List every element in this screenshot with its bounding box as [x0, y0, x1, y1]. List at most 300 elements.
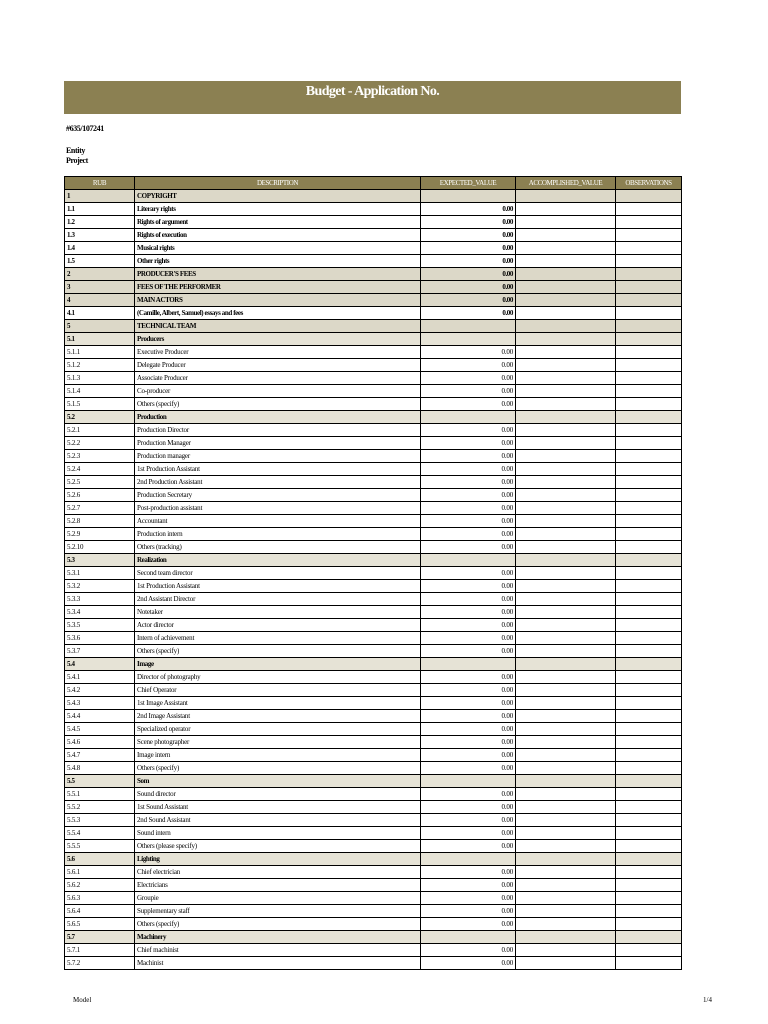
observations-cell — [616, 905, 682, 918]
description-cell: Production Manager — [135, 437, 421, 450]
accomplished-value-cell — [516, 424, 616, 437]
description-cell: Literary rights — [135, 203, 421, 216]
table-row — [65, 528, 682, 541]
rub-cell: 5.6.3 — [65, 892, 135, 905]
table-row — [65, 190, 682, 203]
accomplished-value-cell — [516, 957, 616, 970]
expected-value-cell: 0.00 — [421, 385, 516, 398]
accomplished-value-cell — [516, 359, 616, 372]
accomplished-value-cell — [516, 216, 616, 229]
table-row — [65, 489, 682, 502]
expected-value-cell: 0.00 — [421, 398, 516, 411]
table-body — [65, 190, 682, 970]
rub-cell: 5.6.5 — [65, 918, 135, 931]
expected-value-cell: 0.00 — [421, 710, 516, 723]
accomplished-value-cell — [516, 385, 616, 398]
description-cell: Co-producer — [135, 385, 421, 398]
expected-value-cell: 0.00 — [421, 528, 516, 541]
rub-cell: 5.4.3 — [65, 697, 135, 710]
table-row — [65, 398, 682, 411]
observations-cell — [616, 957, 682, 970]
observations-cell — [616, 502, 682, 515]
accomplished-value-cell — [516, 671, 616, 684]
expected-value-cell: 0.00 — [421, 944, 516, 957]
observations-cell — [616, 827, 682, 840]
description-cell: Groupie — [135, 892, 421, 905]
description-cell: Others (specify) — [135, 918, 421, 931]
observations-cell — [616, 658, 682, 671]
rub-cell: 5.6.2 — [65, 879, 135, 892]
expected-value-cell: 0.00 — [421, 723, 516, 736]
expected-value-cell: 0.00 — [421, 905, 516, 918]
rub-cell: 5.1.1 — [65, 346, 135, 359]
description-cell: Som — [135, 775, 421, 788]
rub-cell: 5.1.4 — [65, 385, 135, 398]
table-row — [65, 359, 682, 372]
accomplished-value-cell — [516, 554, 616, 567]
observations-cell — [616, 645, 682, 658]
expected-value-cell: 0.00 — [421, 450, 516, 463]
rub-cell: 5.1.2 — [65, 359, 135, 372]
application-id: #635/107241 — [66, 124, 104, 133]
description-cell: Delegate Producer — [135, 359, 421, 372]
rub-cell: 5.4.1 — [65, 671, 135, 684]
table-row — [65, 333, 682, 346]
expected-value-cell — [421, 853, 516, 866]
table-row — [65, 619, 682, 632]
description-cell: Sound intern — [135, 827, 421, 840]
description-cell: Musical rights — [135, 242, 421, 255]
expected-value-cell: 0.00 — [421, 268, 516, 281]
description-cell: Others (please specify) — [135, 840, 421, 853]
table-row — [65, 580, 682, 593]
accomplished-value-cell — [516, 814, 616, 827]
observations-cell — [616, 684, 682, 697]
observations-cell — [616, 892, 682, 905]
rub-cell: 1.2 — [65, 216, 135, 229]
expected-value-cell — [421, 333, 516, 346]
observations-cell — [616, 463, 682, 476]
table-row — [65, 671, 682, 684]
project-label: Project — [66, 156, 88, 165]
observations-cell — [616, 333, 682, 346]
accomplished-value-cell — [516, 515, 616, 528]
rub-cell: 5.4.2 — [65, 684, 135, 697]
table-row — [65, 827, 682, 840]
column-header-rub: RUB — [65, 177, 135, 190]
observations-cell — [616, 424, 682, 437]
observations-cell — [616, 203, 682, 216]
observations-cell — [616, 385, 682, 398]
rub-cell: 5.2 — [65, 411, 135, 424]
rub-cell: 1 — [65, 190, 135, 203]
description-cell: Sound director — [135, 788, 421, 801]
table-row — [65, 775, 682, 788]
observations-cell — [616, 710, 682, 723]
rub-cell: 5.7 — [65, 931, 135, 944]
accomplished-value-cell — [516, 697, 616, 710]
table-row — [65, 840, 682, 853]
description-cell: Accountant — [135, 515, 421, 528]
rub-cell: 5.4 — [65, 658, 135, 671]
table-row — [65, 788, 682, 801]
table-row — [65, 554, 682, 567]
observations-cell — [616, 229, 682, 242]
table-row — [65, 229, 682, 242]
observations-cell — [616, 359, 682, 372]
description-cell: Realization — [135, 554, 421, 567]
accomplished-value-cell — [516, 346, 616, 359]
accomplished-value-cell — [516, 398, 616, 411]
rub-cell: 5.1 — [65, 333, 135, 346]
expected-value-cell — [421, 190, 516, 203]
rub-cell: 5.2.10 — [65, 541, 135, 554]
accomplished-value-cell — [516, 476, 616, 489]
description-cell: Production Secretary — [135, 489, 421, 502]
accomplished-value-cell — [516, 203, 616, 216]
table-row — [65, 606, 682, 619]
rub-cell: 5.5.3 — [65, 814, 135, 827]
accomplished-value-cell — [516, 528, 616, 541]
table-row — [65, 463, 682, 476]
accomplished-value-cell — [516, 242, 616, 255]
observations-cell — [616, 580, 682, 593]
table-row — [65, 892, 682, 905]
description-cell: Image intern — [135, 749, 421, 762]
observations-cell — [616, 567, 682, 580]
description-cell: 2nd Production Assistant — [135, 476, 421, 489]
table-row — [65, 411, 682, 424]
observations-cell — [616, 931, 682, 944]
rub-cell: 5.1.5 — [65, 398, 135, 411]
expected-value-cell: 0.00 — [421, 437, 516, 450]
column-header-accomplished-value: ACCOMPLISHED_VALUE — [516, 177, 616, 190]
observations-cell — [616, 762, 682, 775]
table-row — [65, 515, 682, 528]
rub-cell: 5.4.7 — [65, 749, 135, 762]
table-row — [65, 281, 682, 294]
table-row — [65, 853, 682, 866]
observations-cell — [616, 814, 682, 827]
rub-cell: 2 — [65, 268, 135, 281]
expected-value-cell — [421, 320, 516, 333]
observations-cell — [616, 866, 682, 879]
observations-cell — [616, 697, 682, 710]
description-cell: Director of photography — [135, 671, 421, 684]
table-header-row — [65, 177, 682, 190]
accomplished-value-cell — [516, 775, 616, 788]
expected-value-cell: 0.00 — [421, 580, 516, 593]
expected-value-cell: 0.00 — [421, 281, 516, 294]
expected-value-cell: 0.00 — [421, 632, 516, 645]
table-row — [65, 450, 682, 463]
description-cell: Lighting — [135, 853, 421, 866]
expected-value-cell: 0.00 — [421, 697, 516, 710]
expected-value-cell: 0.00 — [421, 684, 516, 697]
rub-cell: 5.4.4 — [65, 710, 135, 723]
accomplished-value-cell — [516, 892, 616, 905]
observations-cell — [616, 853, 682, 866]
observations-cell — [616, 632, 682, 645]
expected-value-cell — [421, 931, 516, 944]
rub-cell: 5.2.5 — [65, 476, 135, 489]
footer-page-number: 1/4 — [703, 996, 712, 1004]
accomplished-value-cell — [516, 931, 616, 944]
description-cell: 2nd Assistant Director — [135, 593, 421, 606]
observations-cell — [616, 671, 682, 684]
expected-value-cell: 0.00 — [421, 619, 516, 632]
description-cell: 1st Production Assistant — [135, 580, 421, 593]
table-row — [65, 905, 682, 918]
description-cell: Chief machinist — [135, 944, 421, 957]
column-header-observations: OBSERVATIONS — [616, 177, 682, 190]
accomplished-value-cell — [516, 645, 616, 658]
rub-cell: 5.5.2 — [65, 801, 135, 814]
description-cell: Others (specify) — [135, 762, 421, 775]
description-cell: Chief Operator — [135, 684, 421, 697]
table-row — [65, 957, 682, 970]
description-cell: Rights of execution — [135, 229, 421, 242]
rub-cell: 5.3.7 — [65, 645, 135, 658]
rub-cell: 5.6.1 — [65, 866, 135, 879]
expected-value-cell: 0.00 — [421, 606, 516, 619]
observations-cell — [616, 736, 682, 749]
expected-value-cell: 0.00 — [421, 515, 516, 528]
accomplished-value-cell — [516, 632, 616, 645]
table-row — [65, 203, 682, 216]
accomplished-value-cell — [516, 918, 616, 931]
observations-cell — [616, 775, 682, 788]
expected-value-cell — [421, 411, 516, 424]
accomplished-value-cell — [516, 762, 616, 775]
observations-cell — [616, 411, 682, 424]
observations-cell — [616, 606, 682, 619]
rub-cell: 5.5.4 — [65, 827, 135, 840]
table-row — [65, 814, 682, 827]
expected-value-cell: 0.00 — [421, 788, 516, 801]
observations-cell — [616, 320, 682, 333]
expected-value-cell: 0.00 — [421, 476, 516, 489]
observations-cell — [616, 476, 682, 489]
table-row — [65, 385, 682, 398]
table-row — [65, 541, 682, 554]
expected-value-cell: 0.00 — [421, 645, 516, 658]
accomplished-value-cell — [516, 879, 616, 892]
accomplished-value-cell — [516, 294, 616, 307]
observations-cell — [616, 307, 682, 320]
observations-cell — [616, 346, 682, 359]
accomplished-value-cell — [516, 580, 616, 593]
rub-cell: 5.6 — [65, 853, 135, 866]
description-cell: Machinist — [135, 957, 421, 970]
observations-cell — [616, 242, 682, 255]
expected-value-cell: 0.00 — [421, 489, 516, 502]
rub-cell: 5.3.1 — [65, 567, 135, 580]
description-cell: Machinery — [135, 931, 421, 944]
table-row — [65, 632, 682, 645]
expected-value-cell: 0.00 — [421, 216, 516, 229]
description-cell: COPYRIGHT — [135, 190, 421, 203]
table-row — [65, 736, 682, 749]
expected-value-cell: 0.00 — [421, 762, 516, 775]
column-header-description: DESCRIPTION — [135, 177, 421, 190]
observations-cell — [616, 190, 682, 203]
description-cell: Production Director — [135, 424, 421, 437]
description-cell: Others (specify) — [135, 398, 421, 411]
rub-cell: 3 — [65, 281, 135, 294]
table-row — [65, 697, 682, 710]
expected-value-cell: 0.00 — [421, 372, 516, 385]
entity-label: Entity — [66, 146, 85, 155]
observations-cell — [616, 489, 682, 502]
description-cell: Other rights — [135, 255, 421, 268]
accomplished-value-cell — [516, 853, 616, 866]
expected-value-cell: 0.00 — [421, 255, 516, 268]
expected-value-cell: 0.00 — [421, 918, 516, 931]
description-cell: 1st Sound Assistant — [135, 801, 421, 814]
accomplished-value-cell — [516, 268, 616, 281]
observations-cell — [616, 879, 682, 892]
expected-value-cell: 0.00 — [421, 671, 516, 684]
rub-cell: 1.4 — [65, 242, 135, 255]
rub-cell: 5.5.1 — [65, 788, 135, 801]
description-cell: 2nd Sound Assistant — [135, 814, 421, 827]
description-cell: Others (specify) — [135, 645, 421, 658]
expected-value-cell: 0.00 — [421, 502, 516, 515]
description-cell: (Camille, Albert, Samuel) essays and fees — [135, 307, 421, 320]
observations-cell — [616, 216, 682, 229]
description-cell: Executive Producer — [135, 346, 421, 359]
table-row — [65, 918, 682, 931]
observations-cell — [616, 801, 682, 814]
rub-cell: 5.3 — [65, 554, 135, 567]
observations-cell — [616, 749, 682, 762]
observations-cell — [616, 294, 682, 307]
accomplished-value-cell — [516, 788, 616, 801]
accomplished-value-cell — [516, 411, 616, 424]
table-row — [65, 294, 682, 307]
table-row — [65, 242, 682, 255]
table-row — [65, 723, 682, 736]
accomplished-value-cell — [516, 801, 616, 814]
expected-value-cell: 0.00 — [421, 307, 516, 320]
rub-cell: 1.5 — [65, 255, 135, 268]
accomplished-value-cell — [516, 827, 616, 840]
accomplished-value-cell — [516, 866, 616, 879]
budget-table — [64, 176, 682, 970]
description-cell: Actor director — [135, 619, 421, 632]
rub-cell: 5.3.6 — [65, 632, 135, 645]
table-row — [65, 801, 682, 814]
expected-value-cell: 0.00 — [421, 957, 516, 970]
expected-value-cell — [421, 658, 516, 671]
description-cell: MAIN ACTORS — [135, 294, 421, 307]
expected-value-cell — [421, 554, 516, 567]
rub-cell: 5 — [65, 320, 135, 333]
accomplished-value-cell — [516, 723, 616, 736]
observations-cell — [616, 281, 682, 294]
accomplished-value-cell — [516, 502, 616, 515]
accomplished-value-cell — [516, 606, 616, 619]
rub-cell: 5.2.3 — [65, 450, 135, 463]
description-cell: 1st Production Assistant — [135, 463, 421, 476]
table-row — [65, 866, 682, 879]
expected-value-cell: 0.00 — [421, 229, 516, 242]
expected-value-cell: 0.00 — [421, 736, 516, 749]
accomplished-value-cell — [516, 437, 616, 450]
accomplished-value-cell — [516, 450, 616, 463]
expected-value-cell: 0.00 — [421, 346, 516, 359]
accomplished-value-cell — [516, 255, 616, 268]
observations-cell — [616, 255, 682, 268]
table-row — [65, 762, 682, 775]
rub-cell: 4 — [65, 294, 135, 307]
table-row — [65, 268, 682, 281]
rub-cell: 5.4.8 — [65, 762, 135, 775]
expected-value-cell: 0.00 — [421, 866, 516, 879]
observations-cell — [616, 515, 682, 528]
expected-value-cell: 0.00 — [421, 749, 516, 762]
rub-cell: 1.1 — [65, 203, 135, 216]
description-cell: Producers — [135, 333, 421, 346]
observations-cell — [616, 450, 682, 463]
table-row — [65, 658, 682, 671]
description-cell: Supplementary staff — [135, 905, 421, 918]
accomplished-value-cell — [516, 281, 616, 294]
rub-cell: 5.2.6 — [65, 489, 135, 502]
expected-value-cell: 0.00 — [421, 463, 516, 476]
description-cell: Production intern — [135, 528, 421, 541]
table-row — [65, 320, 682, 333]
accomplished-value-cell — [516, 593, 616, 606]
rub-cell: 5.4.6 — [65, 736, 135, 749]
observations-cell — [616, 398, 682, 411]
accomplished-value-cell — [516, 658, 616, 671]
accomplished-value-cell — [516, 190, 616, 203]
accomplished-value-cell — [516, 905, 616, 918]
table-row — [65, 307, 682, 320]
rub-cell: 5.2.2 — [65, 437, 135, 450]
table-row — [65, 944, 682, 957]
footer-model-label: Model — [73, 996, 92, 1004]
description-cell: Second team director — [135, 567, 421, 580]
accomplished-value-cell — [516, 333, 616, 346]
description-cell: Associate Producer — [135, 372, 421, 385]
accomplished-value-cell — [516, 567, 616, 580]
rub-cell: 1.3 — [65, 229, 135, 242]
accomplished-value-cell — [516, 944, 616, 957]
rub-cell: 5.5.5 — [65, 840, 135, 853]
accomplished-value-cell — [516, 489, 616, 502]
expected-value-cell: 0.00 — [421, 814, 516, 827]
table-row — [65, 476, 682, 489]
observations-cell — [616, 268, 682, 281]
rub-cell: 5.2.9 — [65, 528, 135, 541]
table-row — [65, 879, 682, 892]
rub-cell: 5.5 — [65, 775, 135, 788]
rub-cell: 5.3.2 — [65, 580, 135, 593]
table-row — [65, 645, 682, 658]
description-cell: 1st Image Assistant — [135, 697, 421, 710]
accomplished-value-cell — [516, 684, 616, 697]
rub-cell: 5.2.8 — [65, 515, 135, 528]
expected-value-cell: 0.00 — [421, 541, 516, 554]
accomplished-value-cell — [516, 749, 616, 762]
description-cell: FEES OF THE PERFORMER — [135, 281, 421, 294]
rub-cell: 5.1.3 — [65, 372, 135, 385]
accomplished-value-cell — [516, 736, 616, 749]
table-row — [65, 502, 682, 515]
